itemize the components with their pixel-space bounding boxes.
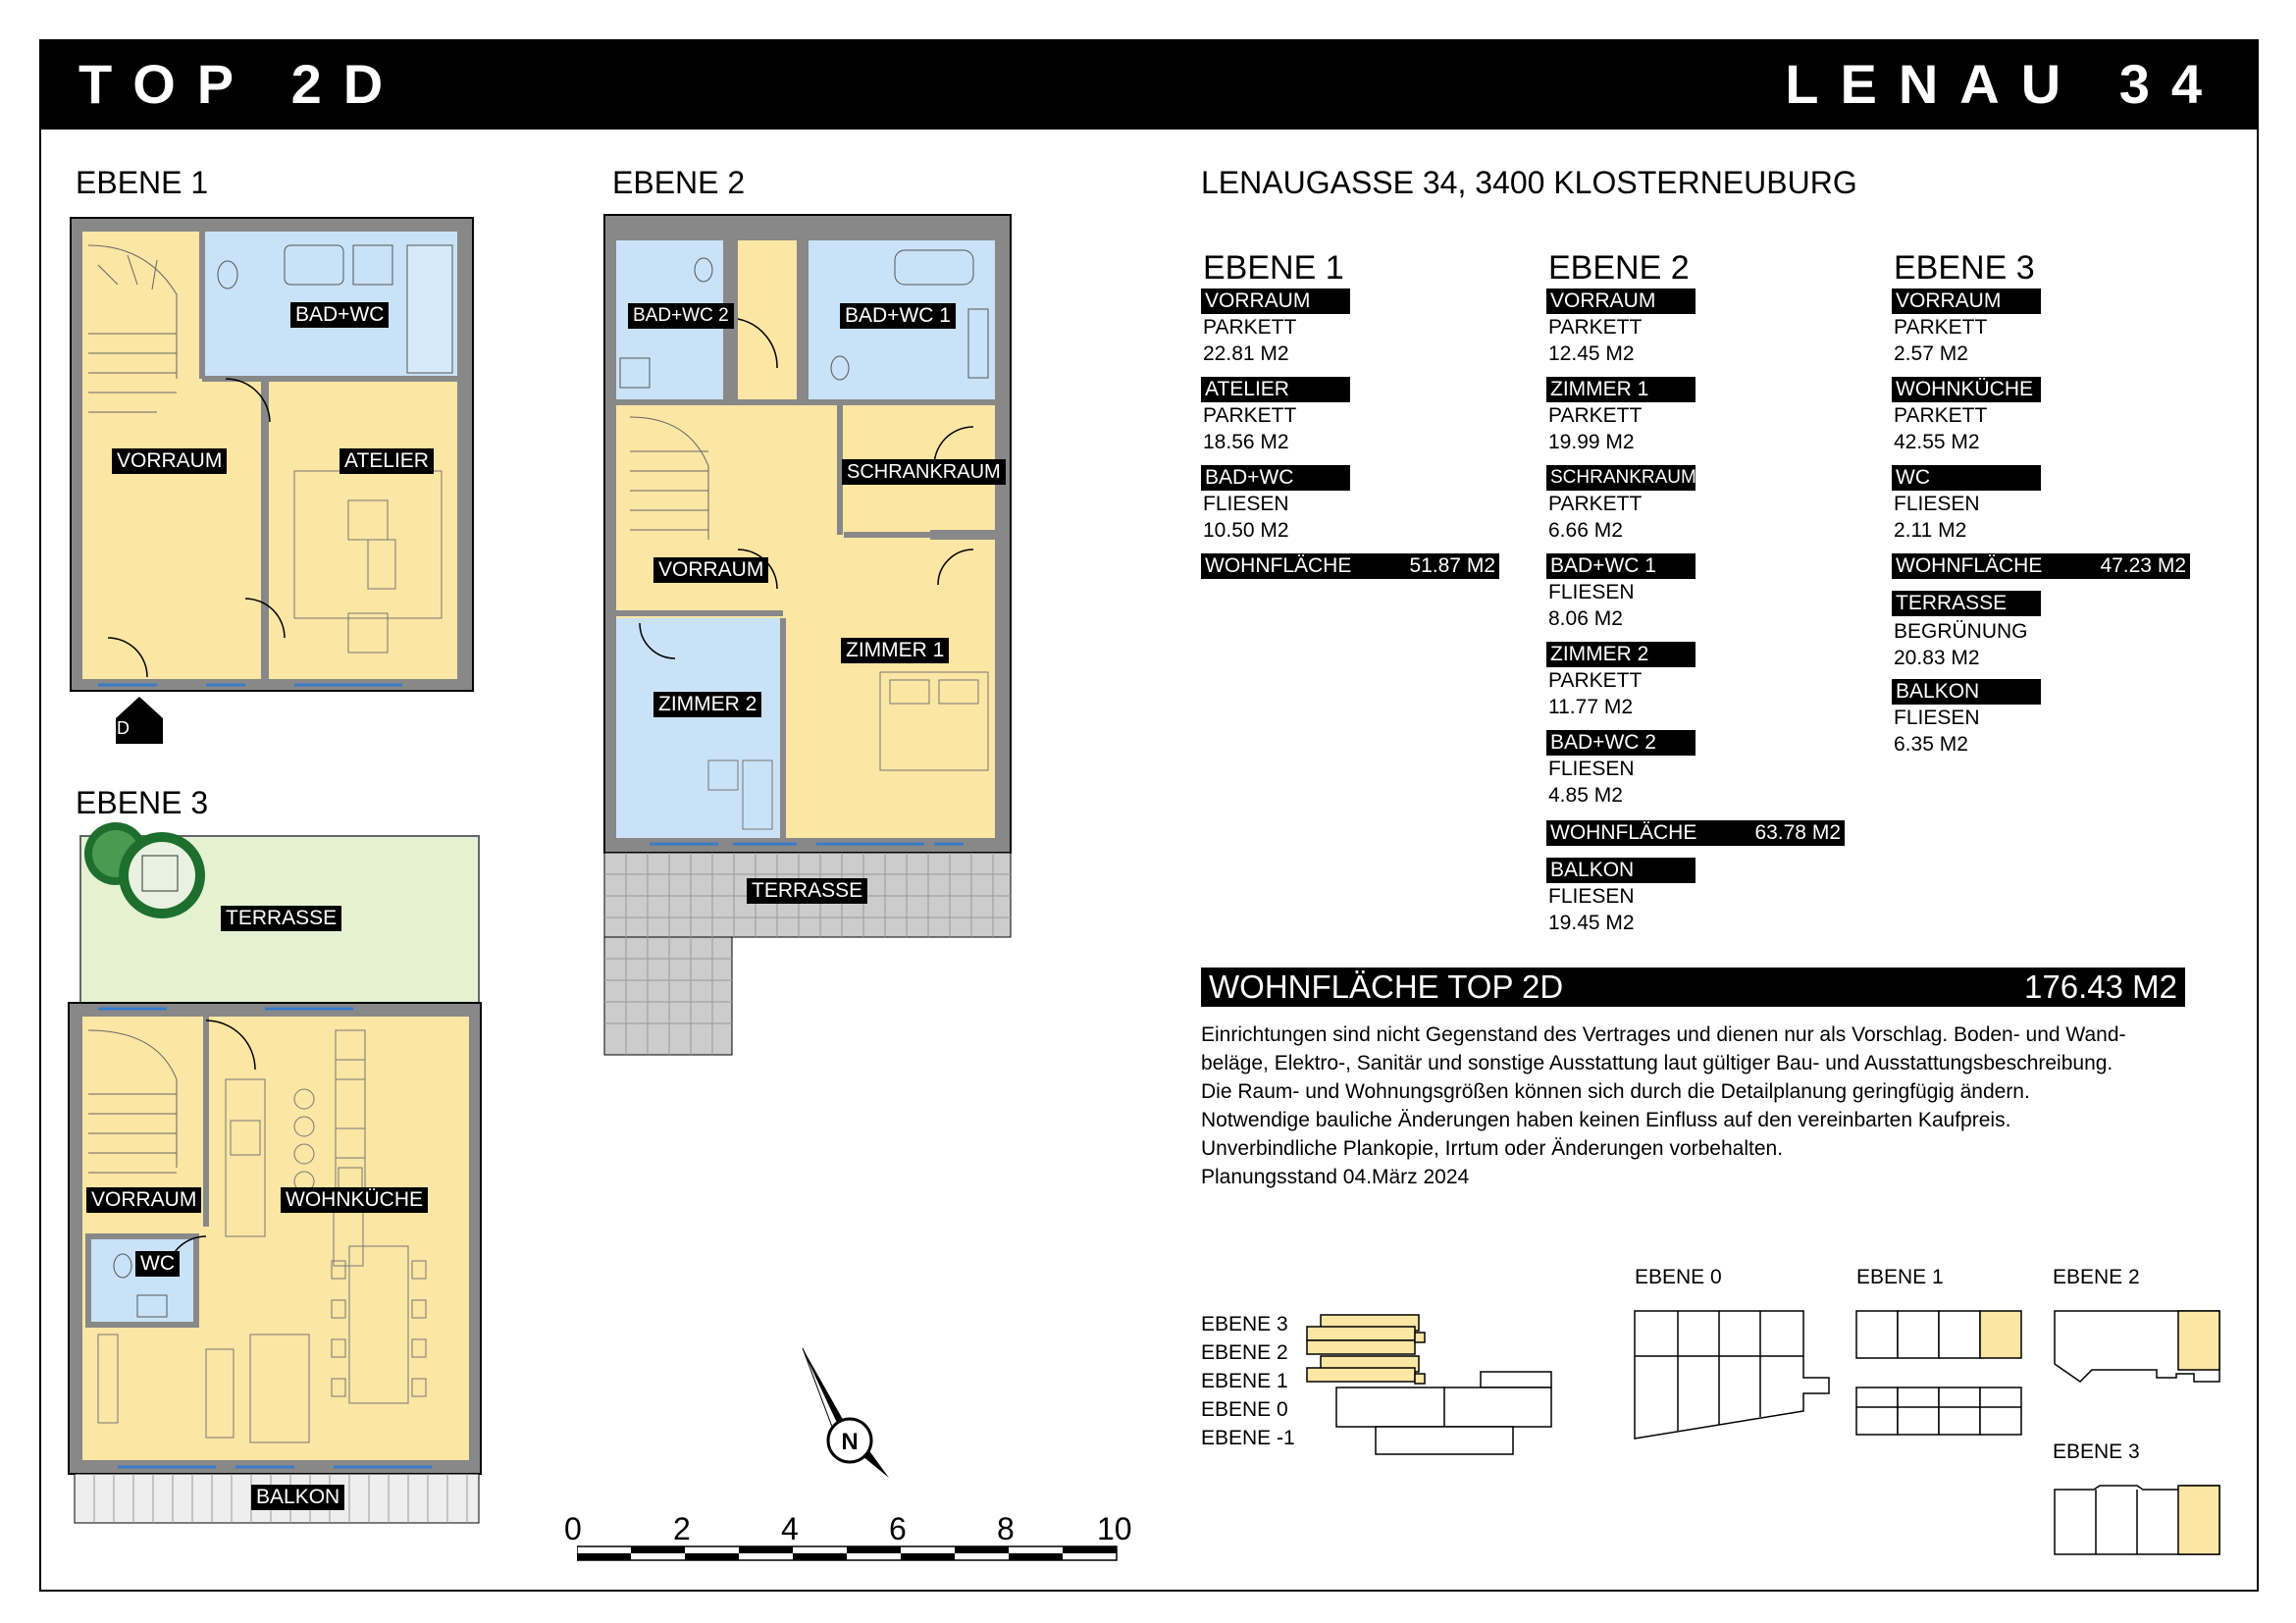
- scale-bar: [577, 1543, 1136, 1566]
- scale-tick: 2: [673, 1511, 691, 1546]
- plan-ebene2-title: EBENE 2: [612, 165, 746, 200]
- scale-tick: 8: [997, 1511, 1015, 1546]
- schedule-wohnflaeche: [1546, 820, 1845, 846]
- schedule-room-name: VORRAUM: [1546, 288, 1696, 314]
- schedule-room-area: 20.83 M2: [1894, 647, 1980, 669]
- scale-tick: 6: [889, 1511, 907, 1546]
- schedule-wohnflaeche: [1892, 553, 2190, 579]
- room-label: ZIMMER 2: [653, 692, 761, 717]
- svg-text:N: N: [841, 1429, 859, 1455]
- north-arrow-icon: [793, 1344, 901, 1482]
- disclaimer-line: Unverbindliche Plankopie, Irrtum oder Änderungen vorbehalten.: [1201, 1137, 1784, 1160]
- key-floor-label: EBENE 0: [1635, 1266, 1722, 1288]
- schedule-room-floor: PARKETT: [1894, 316, 1988, 339]
- schedule-room-floor: FLIESEN: [1548, 758, 1635, 780]
- disclaimer: [1201, 1021, 2126, 1191]
- room-label: WOHNKÜCHE: [281, 1187, 428, 1213]
- room-label: ZIMMER 1: [841, 638, 949, 663]
- schedule-room-floor: BEGRÜNUNG: [1894, 620, 2028, 643]
- total-label: WOHNFLÄCHE TOP 2D: [1209, 969, 1564, 1005]
- schedule-room-area: 22.81 M2: [1203, 342, 1289, 365]
- schedule-room-area: 2.11 M2: [1894, 519, 1967, 542]
- wohnflaeche-value: 63.78 M2: [1754, 821, 1841, 844]
- address: LENAUGASSE 34, 3400 KLOSTERNEUBURG: [1201, 165, 1857, 200]
- total-wohnflaeche: [1201, 968, 2185, 1007]
- key-plan-ebene1: [1854, 1309, 2031, 1437]
- schedule-room-floor: FLIESEN: [1894, 707, 1980, 729]
- key-floor-label: EBENE 3: [2053, 1440, 2140, 1463]
- project-title: LENAU 34: [1785, 53, 2223, 115]
- schedule-room-area: 19.99 M2: [1548, 431, 1635, 453]
- schedule-room-area: 6.35 M2: [1894, 733, 1968, 756]
- schedule-room-floor: PARKETT: [1548, 316, 1643, 339]
- key-plan-ebene3: [2053, 1484, 2229, 1562]
- schedule-room-floor: FLIESEN: [1894, 493, 1980, 515]
- wohnflaeche-label: WOHNFLÄCHE: [1896, 554, 2043, 577]
- schedule-room-area: 12.45 M2: [1548, 342, 1635, 365]
- scale-tick: 4: [781, 1511, 799, 1546]
- schedule-heading: EBENE 2: [1548, 249, 1690, 287]
- schedule-room-name: VORRAUM: [1201, 288, 1350, 314]
- schedule-room-floor: FLIESEN: [1548, 581, 1635, 603]
- schedule-heading: EBENE 1: [1203, 249, 1344, 287]
- room-label: SCHRANKRAUM: [842, 459, 1006, 485]
- room-label: BALKON: [251, 1485, 344, 1510]
- disclaimer-line: Planungsstand 04.März 2024: [1201, 1166, 1470, 1188]
- schedule-room-floor: PARKETT: [1548, 669, 1643, 692]
- disclaimer-line: Einrichtungen sind nicht Gegenstand des Vertrages und dienen nur als Vorschlag. Boden- und Wand-: [1201, 1023, 2126, 1046]
- scale-tick: 0: [564, 1511, 582, 1546]
- title-bar: [39, 39, 2259, 130]
- schedule-room-name: BAD+WC: [1201, 465, 1350, 491]
- key-floor-label: EBENE 2: [2053, 1266, 2140, 1288]
- room-label: ATELIER: [339, 448, 434, 474]
- room-label: WC: [135, 1251, 180, 1277]
- room-label: BAD+WC 1: [840, 303, 956, 329]
- schedule-room-floor: PARKETT: [1203, 316, 1297, 339]
- schedule-room-area: 6.66 M2: [1548, 519, 1623, 542]
- disclaimer-line: beläge, Elektro-, Sanitär und sonstige Ausstattung laut gültiger Bau- und Ausstattungsbeschreibung.: [1201, 1052, 2113, 1074]
- schedule-wohnflaeche: [1201, 553, 1499, 579]
- schedule-room-floor: FLIESEN: [1548, 885, 1635, 908]
- schedule-room-name: BALKON: [1546, 858, 1696, 883]
- schedule-room-area: 10.50 M2: [1203, 519, 1289, 542]
- wohnflaeche-value: 47.23 M2: [2100, 554, 2186, 577]
- key-section-diagram: [1301, 1305, 1595, 1462]
- wohnflaeche-label: WOHNFLÄCHE: [1205, 554, 1352, 577]
- schedule-room-name: ATELIER: [1201, 377, 1350, 402]
- schedule-room-area: 4.85 M2: [1548, 784, 1623, 807]
- schedule-room-area: 19.45 M2: [1548, 912, 1635, 934]
- room-label: VORRAUM: [112, 448, 227, 474]
- schedule-room-area: 2.57 M2: [1894, 342, 1968, 365]
- key-plan-ebene2: [2053, 1309, 2229, 1387]
- key-plan-ebene0: [1633, 1309, 1839, 1446]
- schedule-room-name: TERRASSE: [1892, 591, 2041, 616]
- room-label: VORRAUM: [86, 1187, 201, 1213]
- room-label: VORRAUM: [653, 557, 768, 583]
- key-section-level: EBENE 0: [1201, 1398, 1288, 1421]
- scale-tick: 10: [1097, 1511, 1132, 1546]
- key-section-level: EBENE 2: [1201, 1341, 1288, 1364]
- room-label: TERRASSE: [221, 906, 341, 931]
- schedule-room-name: BAD+WC 2: [1546, 730, 1696, 756]
- schedule-room-name: ZIMMER 1: [1546, 377, 1696, 402]
- wohnflaeche-label: WOHNFLÄCHE: [1550, 821, 1697, 844]
- schedule-room-floor: PARKETT: [1548, 404, 1643, 427]
- total-value: 176.43 M2: [2024, 969, 2177, 1005]
- schedule-room-name: WC: [1892, 465, 2041, 491]
- schedule-room-name: SCHRANKRAUM: [1546, 465, 1696, 491]
- schedule-room-area: 18.56 M2: [1203, 431, 1289, 453]
- wohnflaeche-value: 51.87 M2: [1409, 554, 1495, 577]
- schedule-room-area: 11.77 M2: [1548, 696, 1633, 718]
- schedule-room-name: BAD+WC 1: [1546, 553, 1696, 579]
- schedule-room-name: VORRAUM: [1892, 288, 2041, 314]
- schedule-room-name: WOHNKÜCHE: [1892, 377, 2041, 402]
- key-section-level: EBENE 3: [1201, 1313, 1288, 1335]
- disclaimer-line: Notwendige bauliche Änderungen haben keinen Einfluss auf den vereinbarten Kaufpreis.: [1201, 1109, 2011, 1131]
- key-section-level: EBENE -1: [1201, 1427, 1295, 1449]
- plan-ebene1-title: EBENE 1: [76, 165, 209, 200]
- schedule-room-floor: PARKETT: [1203, 404, 1297, 427]
- key-floor-label: EBENE 1: [1856, 1266, 1944, 1288]
- schedule-heading: EBENE 3: [1894, 249, 2035, 287]
- floor-plan-ebene2: [600, 211, 1022, 1074]
- schedule-room-area: 42.55 M2: [1894, 431, 1980, 453]
- schedule-room-floor: FLIESEN: [1203, 493, 1289, 515]
- schedule-room-name: ZIMMER 2: [1546, 642, 1696, 667]
- room-label: TERRASSE: [747, 878, 867, 904]
- room-label: BAD+WC: [290, 302, 389, 328]
- schedule-room-name: BALKON: [1892, 679, 2041, 705]
- disclaimer-line: Die Raum- und Wohnungsgrößen können sich durch die Detailplanung geringfügig ändern.: [1201, 1080, 2030, 1103]
- key-section-level: EBENE 1: [1201, 1370, 1288, 1392]
- entry-label: 2D: [107, 718, 130, 738]
- floor-plan-ebene1: [59, 206, 491, 756]
- plan-ebene3-title: EBENE 3: [76, 785, 209, 820]
- schedule-room-floor: PARKETT: [1548, 493, 1643, 515]
- room-label: BAD+WC 2: [628, 303, 734, 329]
- schedule-room-floor: PARKETT: [1894, 404, 1988, 427]
- schedule-room-area: 8.06 M2: [1548, 607, 1623, 630]
- unit-title: TOP 2D: [78, 53, 405, 115]
